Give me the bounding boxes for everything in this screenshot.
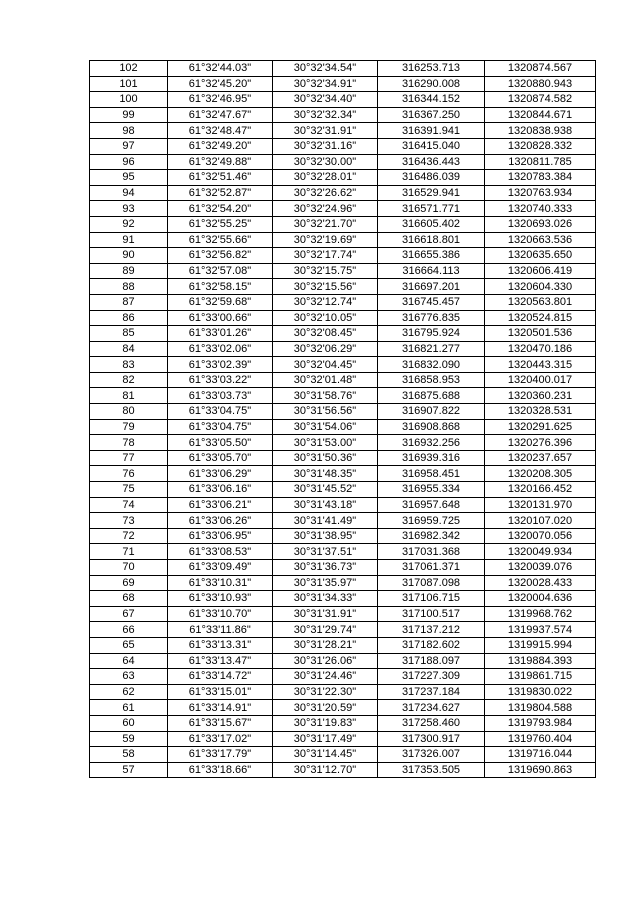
y-coordinate-cell: 1320470.186: [485, 341, 596, 357]
latitude-cell: 61°32'45.20": [168, 76, 273, 92]
y-coordinate-cell: 1320811.785: [485, 154, 596, 170]
point-number-cell: 57: [90, 762, 168, 778]
latitude-cell: 61°33'06.16": [168, 482, 273, 498]
latitude-cell: 61°32'55.25": [168, 216, 273, 232]
y-coordinate-cell: 1320237.657: [485, 450, 596, 466]
table-row: [90, 575, 596, 591]
x-coordinate-cell: 317353.505: [378, 762, 485, 778]
x-coordinate-cell: 316795.924: [378, 326, 485, 342]
longitude-cell: 30°32'15.56": [273, 279, 378, 295]
longitude-cell: 30°32'26.62": [273, 185, 378, 201]
longitude-cell: 30°31'19.83": [273, 715, 378, 731]
y-coordinate-cell: 1320291.625: [485, 419, 596, 435]
x-coordinate-cell: 316436.443: [378, 154, 485, 170]
latitude-cell: 61°33'15.67": [168, 715, 273, 731]
point-number-cell: 66: [90, 622, 168, 638]
point-number-cell: 98: [90, 123, 168, 139]
latitude-cell: 61°33'04.75": [168, 404, 273, 420]
longitude-cell: 30°32'34.40": [273, 92, 378, 108]
x-coordinate-cell: 316832.090: [378, 357, 485, 373]
latitude-cell: 61°33'03.73": [168, 388, 273, 404]
point-number-cell: 102: [90, 61, 168, 77]
point-number-cell: 92: [90, 216, 168, 232]
table-row: [90, 279, 596, 295]
latitude-cell: 61°32'47.67": [168, 107, 273, 123]
point-number-cell: 84: [90, 341, 168, 357]
table-row: [90, 747, 596, 763]
table-row: [90, 762, 596, 778]
longitude-cell: 30°31'26.06": [273, 653, 378, 669]
y-coordinate-cell: 1320039.076: [485, 560, 596, 576]
longitude-cell: 30°32'06.29": [273, 341, 378, 357]
x-coordinate-cell: 317087.098: [378, 575, 485, 591]
y-coordinate-cell: 1320874.582: [485, 92, 596, 108]
y-coordinate-cell: 1320049.934: [485, 544, 596, 560]
latitude-cell: 61°33'13.31": [168, 637, 273, 653]
table-row: [90, 341, 596, 357]
point-number-cell: 73: [90, 513, 168, 529]
x-coordinate-cell: 316655.386: [378, 248, 485, 264]
latitude-cell: 61°33'06.95": [168, 528, 273, 544]
table-row: [90, 216, 596, 232]
point-number-cell: 70: [90, 560, 168, 576]
point-number-cell: 87: [90, 294, 168, 310]
table-row: [90, 715, 596, 731]
point-number-cell: 93: [90, 201, 168, 217]
latitude-cell: 61°33'06.26": [168, 513, 273, 529]
latitude-cell: 61°32'49.20": [168, 138, 273, 154]
x-coordinate-cell: 317234.627: [378, 700, 485, 716]
point-number-cell: 95: [90, 170, 168, 186]
y-coordinate-cell: 1319937.574: [485, 622, 596, 638]
x-coordinate-cell: 316290.008: [378, 76, 485, 92]
point-number-cell: 64: [90, 653, 168, 669]
y-coordinate-cell: 1320107.020: [485, 513, 596, 529]
x-coordinate-cell: 317300.917: [378, 731, 485, 747]
table-row: [90, 544, 596, 560]
x-coordinate-cell: 316932.256: [378, 435, 485, 451]
longitude-cell: 30°31'41.49": [273, 513, 378, 529]
table-row: [90, 513, 596, 529]
table-row: [90, 170, 596, 186]
latitude-cell: 61°32'52.87": [168, 185, 273, 201]
longitude-cell: 30°32'10.05": [273, 310, 378, 326]
latitude-cell: 61°32'55.66": [168, 232, 273, 248]
longitude-cell: 30°32'34.54": [273, 61, 378, 77]
table-row: [90, 404, 596, 420]
point-number-cell: 88: [90, 279, 168, 295]
y-coordinate-cell: 1319861.715: [485, 669, 596, 685]
point-number-cell: 75: [90, 482, 168, 498]
longitude-cell: 30°31'35.97": [273, 575, 378, 591]
point-number-cell: 69: [90, 575, 168, 591]
point-number-cell: 94: [90, 185, 168, 201]
table-row: [90, 450, 596, 466]
x-coordinate-cell: 316959.725: [378, 513, 485, 529]
coordinates-table: [89, 60, 596, 778]
latitude-cell: 61°32'44.03": [168, 61, 273, 77]
x-coordinate-cell: 317188.097: [378, 653, 485, 669]
x-coordinate-cell: 316415.040: [378, 138, 485, 154]
longitude-cell: 30°31'34.33": [273, 591, 378, 607]
x-coordinate-cell: 316605.402: [378, 216, 485, 232]
longitude-cell: 30°32'24.96": [273, 201, 378, 217]
table-row: [90, 637, 596, 653]
y-coordinate-cell: 1320635.650: [485, 248, 596, 264]
point-number-cell: 85: [90, 326, 168, 342]
table-row: [90, 700, 596, 716]
latitude-cell: 61°32'59.68": [168, 294, 273, 310]
latitude-cell: 61°33'11.86": [168, 622, 273, 638]
longitude-cell: 30°31'20.59": [273, 700, 378, 716]
latitude-cell: 61°33'15.01": [168, 684, 273, 700]
y-coordinate-cell: 1320563.801: [485, 294, 596, 310]
table-row: [90, 154, 596, 170]
latitude-cell: 61°32'49.88": [168, 154, 273, 170]
x-coordinate-cell: 316821.277: [378, 341, 485, 357]
y-coordinate-cell: 1320400.017: [485, 372, 596, 388]
longitude-cell: 30°32'34.91": [273, 76, 378, 92]
y-coordinate-cell: 1320208.305: [485, 466, 596, 482]
coordinates-table-body: [90, 61, 596, 778]
y-coordinate-cell: 1319915.994: [485, 637, 596, 653]
y-coordinate-cell: 1320028.433: [485, 575, 596, 591]
table-row: [90, 326, 596, 342]
table-row: [90, 76, 596, 92]
point-number-cell: 101: [90, 76, 168, 92]
point-number-cell: 86: [90, 310, 168, 326]
y-coordinate-cell: 1320838.938: [485, 123, 596, 139]
x-coordinate-cell: 317137.212: [378, 622, 485, 638]
y-coordinate-cell: 1320604.330: [485, 279, 596, 295]
longitude-cell: 30°31'12.70": [273, 762, 378, 778]
x-coordinate-cell: 316875.688: [378, 388, 485, 404]
longitude-cell: 30°31'56.56": [273, 404, 378, 420]
x-coordinate-cell: 316664.113: [378, 263, 485, 279]
latitude-cell: 61°33'10.93": [168, 591, 273, 607]
x-coordinate-cell: 316486.039: [378, 170, 485, 186]
x-coordinate-cell: 317100.517: [378, 606, 485, 622]
point-number-cell: 76: [90, 466, 168, 482]
longitude-cell: 30°32'32.34": [273, 107, 378, 123]
x-coordinate-cell: 316958.451: [378, 466, 485, 482]
latitude-cell: 61°33'14.72": [168, 669, 273, 685]
table-row: [90, 684, 596, 700]
latitude-cell: 61°33'17.02": [168, 731, 273, 747]
point-number-cell: 74: [90, 497, 168, 513]
y-coordinate-cell: 1320166.452: [485, 482, 596, 498]
point-number-cell: 62: [90, 684, 168, 700]
table-row: [90, 497, 596, 513]
table-row: [90, 357, 596, 373]
y-coordinate-cell: 1320276.396: [485, 435, 596, 451]
longitude-cell: 30°32'04.45": [273, 357, 378, 373]
point-number-cell: 78: [90, 435, 168, 451]
table-row: [90, 185, 596, 201]
y-coordinate-cell: 1320524.815: [485, 310, 596, 326]
point-number-cell: 63: [90, 669, 168, 685]
longitude-cell: 30°31'29.74": [273, 622, 378, 638]
x-coordinate-cell: 316697.201: [378, 279, 485, 295]
latitude-cell: 61°33'05.70": [168, 450, 273, 466]
table-row: [90, 669, 596, 685]
latitude-cell: 61°33'14.91": [168, 700, 273, 716]
y-coordinate-cell: 1320880.943: [485, 76, 596, 92]
longitude-cell: 30°31'50.36": [273, 450, 378, 466]
x-coordinate-cell: 316776.835: [378, 310, 485, 326]
longitude-cell: 30°32'28.01": [273, 170, 378, 186]
point-number-cell: 79: [90, 419, 168, 435]
latitude-cell: 61°33'13.47": [168, 653, 273, 669]
point-number-cell: 97: [90, 138, 168, 154]
y-coordinate-cell: 1319968.762: [485, 606, 596, 622]
table-row: [90, 482, 596, 498]
table-row: [90, 123, 596, 139]
y-coordinate-cell: 1320663.536: [485, 232, 596, 248]
point-number-cell: 80: [90, 404, 168, 420]
longitude-cell: 30°31'43.18": [273, 497, 378, 513]
y-coordinate-cell: 1319690.863: [485, 762, 596, 778]
point-number-cell: 100: [90, 92, 168, 108]
y-coordinate-cell: 1319830.022: [485, 684, 596, 700]
longitude-cell: 30°31'36.73": [273, 560, 378, 576]
longitude-cell: 30°31'53.00": [273, 435, 378, 451]
table-row: [90, 466, 596, 482]
longitude-cell: 30°32'17.74": [273, 248, 378, 264]
point-number-cell: 96: [90, 154, 168, 170]
point-number-cell: 81: [90, 388, 168, 404]
latitude-cell: 61°32'58.15": [168, 279, 273, 295]
y-coordinate-cell: 1320328.531: [485, 404, 596, 420]
y-coordinate-cell: 1320763.934: [485, 185, 596, 201]
x-coordinate-cell: 316529.941: [378, 185, 485, 201]
latitude-cell: 61°33'09.49": [168, 560, 273, 576]
table-row: [90, 138, 596, 154]
longitude-cell: 30°31'38.95": [273, 528, 378, 544]
x-coordinate-cell: 316367.250: [378, 107, 485, 123]
point-number-cell: 67: [90, 606, 168, 622]
x-coordinate-cell: 316982.342: [378, 528, 485, 544]
point-number-cell: 58: [90, 747, 168, 763]
y-coordinate-cell: 1319884.393: [485, 653, 596, 669]
longitude-cell: 30°32'21.70": [273, 216, 378, 232]
table-row: [90, 92, 596, 108]
y-coordinate-cell: 1320828.332: [485, 138, 596, 154]
point-number-cell: 83: [90, 357, 168, 373]
point-number-cell: 68: [90, 591, 168, 607]
x-coordinate-cell: 316618.801: [378, 232, 485, 248]
table-row: [90, 653, 596, 669]
point-number-cell: 91: [90, 232, 168, 248]
x-coordinate-cell: 316907.822: [378, 404, 485, 420]
y-coordinate-cell: 1320070.056: [485, 528, 596, 544]
y-coordinate-cell: 1320443.315: [485, 357, 596, 373]
x-coordinate-cell: 316955.334: [378, 482, 485, 498]
x-coordinate-cell: 317258.460: [378, 715, 485, 731]
table-row: [90, 201, 596, 217]
table-row: [90, 248, 596, 264]
latitude-cell: 61°32'48.47": [168, 123, 273, 139]
x-coordinate-cell: 316957.648: [378, 497, 485, 513]
longitude-cell: 30°31'58.76": [273, 388, 378, 404]
x-coordinate-cell: 317106.715: [378, 591, 485, 607]
latitude-cell: 61°33'02.06": [168, 341, 273, 357]
table-row: [90, 560, 596, 576]
y-coordinate-cell: 1320131.970: [485, 497, 596, 513]
latitude-cell: 61°32'56.82": [168, 248, 273, 264]
longitude-cell: 30°32'12.74": [273, 294, 378, 310]
point-number-cell: 59: [90, 731, 168, 747]
latitude-cell: 61°33'08.53": [168, 544, 273, 560]
table-row: [90, 591, 596, 607]
point-number-cell: 99: [90, 107, 168, 123]
longitude-cell: 30°32'19.69": [273, 232, 378, 248]
point-number-cell: 71: [90, 544, 168, 560]
latitude-cell: 61°33'06.29": [168, 466, 273, 482]
table-row: [90, 435, 596, 451]
longitude-cell: 30°32'30.00": [273, 154, 378, 170]
longitude-cell: 30°32'15.75": [273, 263, 378, 279]
y-coordinate-cell: 1320844.671: [485, 107, 596, 123]
longitude-cell: 30°31'48.35": [273, 466, 378, 482]
latitude-cell: 61°32'46.95": [168, 92, 273, 108]
y-coordinate-cell: 1320606.419: [485, 263, 596, 279]
x-coordinate-cell: 316391.941: [378, 123, 485, 139]
table-row: [90, 606, 596, 622]
latitude-cell: 61°32'57.08": [168, 263, 273, 279]
longitude-cell: 30°31'37.51": [273, 544, 378, 560]
y-coordinate-cell: 1320783.384: [485, 170, 596, 186]
latitude-cell: 61°33'04.75": [168, 419, 273, 435]
x-coordinate-cell: 317182.602: [378, 637, 485, 653]
latitude-cell: 61°33'02.39": [168, 357, 273, 373]
table-row: [90, 372, 596, 388]
point-number-cell: 77: [90, 450, 168, 466]
x-coordinate-cell: 317237.184: [378, 684, 485, 700]
x-coordinate-cell: 316253.713: [378, 61, 485, 77]
x-coordinate-cell: 316939.316: [378, 450, 485, 466]
longitude-cell: 30°31'28.21": [273, 637, 378, 653]
point-number-cell: 82: [90, 372, 168, 388]
x-coordinate-cell: 317061.371: [378, 560, 485, 576]
longitude-cell: 30°31'45.52": [273, 482, 378, 498]
longitude-cell: 30°31'31.91": [273, 606, 378, 622]
latitude-cell: 61°33'01.26": [168, 326, 273, 342]
point-number-cell: 60: [90, 715, 168, 731]
y-coordinate-cell: 1320740.333: [485, 201, 596, 217]
x-coordinate-cell: 316344.152: [378, 92, 485, 108]
longitude-cell: 30°32'31.16": [273, 138, 378, 154]
y-coordinate-cell: 1320874.567: [485, 61, 596, 77]
latitude-cell: 61°33'05.50": [168, 435, 273, 451]
x-coordinate-cell: 317031.368: [378, 544, 485, 560]
table-row: [90, 294, 596, 310]
point-number-cell: 72: [90, 528, 168, 544]
point-number-cell: 61: [90, 700, 168, 716]
x-coordinate-cell: 317326.007: [378, 747, 485, 763]
x-coordinate-cell: 316745.457: [378, 294, 485, 310]
longitude-cell: 30°31'17.49": [273, 731, 378, 747]
table-row: [90, 622, 596, 638]
table-row: [90, 731, 596, 747]
table-row: [90, 107, 596, 123]
latitude-cell: 61°33'06.21": [168, 497, 273, 513]
latitude-cell: 61°32'51.46": [168, 170, 273, 186]
latitude-cell: 61°33'10.31": [168, 575, 273, 591]
latitude-cell: 61°33'10.70": [168, 606, 273, 622]
y-coordinate-cell: 1320360.231: [485, 388, 596, 404]
y-coordinate-cell: 1319804.588: [485, 700, 596, 716]
table-row: [90, 263, 596, 279]
longitude-cell: 30°32'01.48": [273, 372, 378, 388]
x-coordinate-cell: 317227.309: [378, 669, 485, 685]
latitude-cell: 61°32'54.20": [168, 201, 273, 217]
point-number-cell: 89: [90, 263, 168, 279]
x-coordinate-cell: 316858.953: [378, 372, 485, 388]
longitude-cell: 30°31'24.46": [273, 669, 378, 685]
latitude-cell: 61°33'03.22": [168, 372, 273, 388]
table-row: [90, 528, 596, 544]
longitude-cell: 30°31'22.30": [273, 684, 378, 700]
x-coordinate-cell: 316571.771: [378, 201, 485, 217]
x-coordinate-cell: 316908.868: [378, 419, 485, 435]
latitude-cell: 61°33'17.79": [168, 747, 273, 763]
y-coordinate-cell: 1320004.636: [485, 591, 596, 607]
table-row: [90, 232, 596, 248]
longitude-cell: 30°31'54.06": [273, 419, 378, 435]
point-number-cell: 65: [90, 637, 168, 653]
table-row: [90, 388, 596, 404]
y-coordinate-cell: 1319760.404: [485, 731, 596, 747]
table-row: [90, 419, 596, 435]
table-row: [90, 61, 596, 77]
longitude-cell: 30°31'14.45": [273, 747, 378, 763]
latitude-cell: 61°33'18.66": [168, 762, 273, 778]
y-coordinate-cell: 1319716.044: [485, 747, 596, 763]
latitude-cell: 61°33'00.66": [168, 310, 273, 326]
longitude-cell: 30°32'31.91": [273, 123, 378, 139]
point-number-cell: 90: [90, 248, 168, 264]
y-coordinate-cell: 1320693.026: [485, 216, 596, 232]
y-coordinate-cell: 1320501.536: [485, 326, 596, 342]
longitude-cell: 30°32'08.45": [273, 326, 378, 342]
table-row: [90, 310, 596, 326]
y-coordinate-cell: 1319793.984: [485, 715, 596, 731]
